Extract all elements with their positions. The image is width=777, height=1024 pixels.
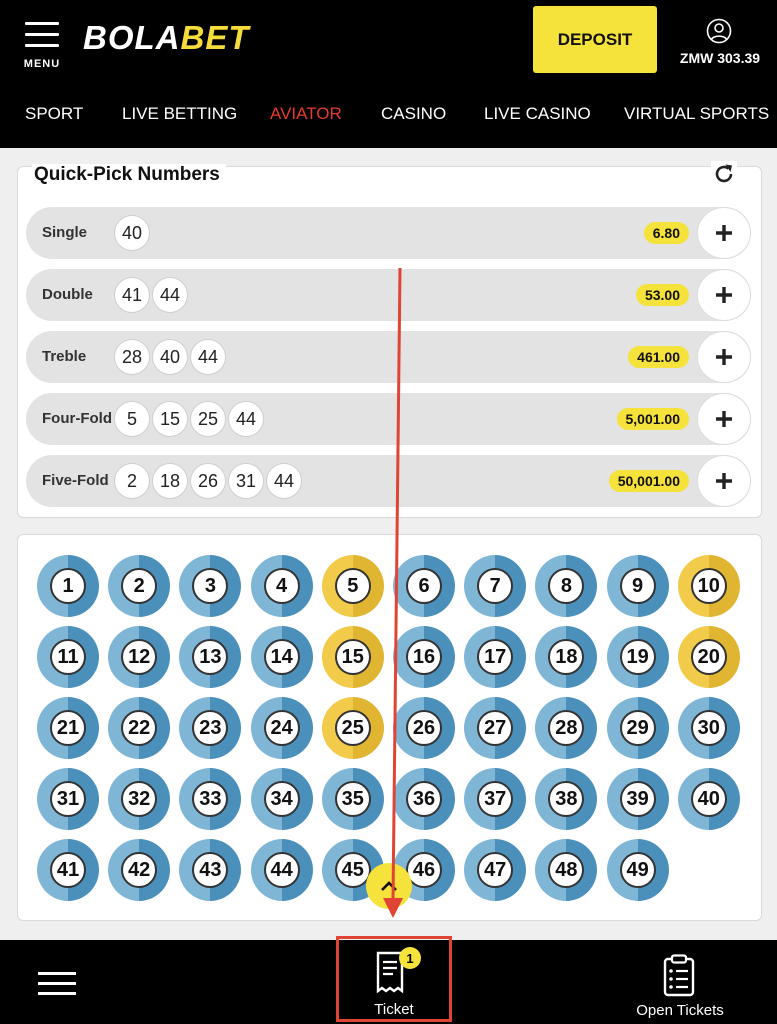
menu-bar (38, 972, 76, 975)
number-ball-label: 4 (264, 568, 300, 604)
number-ball[interactable] (535, 768, 597, 830)
chevron-up-icon (379, 879, 399, 893)
ticket-count-badge: 1 (399, 947, 421, 969)
number-ball[interactable] (251, 839, 313, 901)
header (0, 0, 777, 148)
logo-part1: BOLA (83, 19, 181, 56)
quick-pick-row-five-fold (26, 455, 751, 507)
quick-pick-odds: 6.80 (644, 222, 689, 244)
number-ball-label: 24 (264, 710, 300, 746)
number-ball-label: 10 (691, 568, 727, 604)
quick-pick-number: 18 (152, 463, 188, 499)
number-ball-label: 23 (192, 710, 228, 746)
menu-bar (38, 982, 76, 985)
number-ball-label: 48 (548, 852, 584, 888)
number-ball-label: 39 (620, 781, 656, 817)
number-ball-label: 34 (264, 781, 300, 817)
quick-pick-number: 40 (114, 215, 150, 251)
plus-icon (714, 285, 734, 305)
number-ball[interactable] (464, 768, 526, 830)
number-ball[interactable] (607, 768, 669, 830)
quick-pick-number: 25 (190, 401, 226, 437)
number-ball[interactable] (251, 768, 313, 830)
quick-pick-odds: 53.00 (636, 284, 689, 306)
number-ball[interactable] (393, 768, 455, 830)
plus-icon (714, 223, 734, 243)
number-ball[interactable] (179, 555, 241, 617)
quick-pick-odds: 50,001.00 (609, 470, 689, 492)
number-ball-label: 18 (548, 639, 584, 675)
number-ball[interactable] (535, 555, 597, 617)
number-ball-label: 41 (50, 852, 86, 888)
number-ball[interactable] (607, 697, 669, 759)
open-tickets-tab[interactable] (625, 950, 735, 1022)
number-ball[interactable] (678, 626, 740, 688)
number-ball-label: 33 (192, 781, 228, 817)
number-ball-label: 22 (121, 710, 157, 746)
quick-pick-number: 31 (228, 463, 264, 499)
menu-bar (25, 22, 59, 25)
number-ball-label: 31 (50, 781, 86, 817)
nav-item-virtual-sports[interactable]: VIRTUAL SPORTS (624, 104, 770, 123)
number-ball-label: 2 (121, 568, 157, 604)
number-ball[interactable] (108, 555, 170, 617)
quick-pick-row-name: Five-Fold (42, 472, 109, 489)
menu-bar (38, 992, 76, 995)
nav-item-live-casino[interactable]: LIVE CASINO (484, 104, 591, 123)
quick-pick-numbers (114, 463, 302, 499)
number-ball-label: 13 (192, 639, 228, 675)
number-ball[interactable] (535, 626, 597, 688)
number-ball[interactable] (108, 697, 170, 759)
number-ball-label: 29 (620, 710, 656, 746)
number-ball[interactable] (37, 626, 99, 688)
number-ball-label: 11 (50, 639, 86, 675)
number-ball-label: 44 (264, 852, 300, 888)
number-ball-label: 21 (50, 710, 86, 746)
add-to-ticket-button[interactable] (697, 331, 751, 383)
menu-label: MENU (23, 58, 61, 70)
bottom-bar (0, 940, 777, 1024)
number-ball[interactable] (108, 768, 170, 830)
number-ball-label: 27 (477, 710, 513, 746)
quick-pick-number: 44 (152, 277, 188, 313)
account-balance[interactable]: ZMW 303.39 (679, 50, 761, 66)
number-ball-label: 36 (406, 781, 442, 817)
number-ball[interactable] (108, 626, 170, 688)
number-ball-label: 15 (335, 639, 371, 675)
number-ball-label: 37 (477, 781, 513, 817)
menu-bar (25, 33, 59, 36)
plus-icon (714, 471, 734, 491)
quick-pick-row-name: Double (42, 286, 93, 303)
quick-pick-number: 44 (190, 339, 226, 375)
quick-pick-numbers (114, 339, 226, 375)
number-ball[interactable] (37, 555, 99, 617)
number-ball[interactable] (108, 839, 170, 901)
number-ball[interactable] (678, 555, 740, 617)
number-ball-label: 9 (620, 568, 656, 604)
quick-pick-number: 41 (114, 277, 150, 313)
quick-pick-row-four-fold (26, 393, 751, 445)
number-ball[interactable] (607, 555, 669, 617)
logo[interactable] (83, 19, 250, 57)
number-ball-label: 25 (335, 710, 371, 746)
number-ball-label: 16 (406, 639, 442, 675)
add-to-ticket-button[interactable] (697, 269, 751, 321)
add-to-ticket-button[interactable] (697, 393, 751, 445)
quick-pick-number: 5 (114, 401, 150, 437)
number-ball[interactable] (179, 768, 241, 830)
number-ball[interactable] (535, 697, 597, 759)
number-ball[interactable] (464, 626, 526, 688)
number-ball-label: 45 (335, 852, 371, 888)
number-ball-label: 46 (406, 852, 442, 888)
number-ball[interactable] (322, 555, 384, 617)
number-ball[interactable] (322, 697, 384, 759)
number-ball-label: 43 (192, 852, 228, 888)
quick-pick-row-name: Single (42, 224, 88, 241)
number-ball[interactable] (393, 626, 455, 688)
add-to-ticket-button[interactable] (697, 207, 751, 259)
quick-pick-title: Quick-Pick Numbers (32, 164, 226, 186)
number-ball[interactable] (464, 555, 526, 617)
quick-pick-number: 26 (190, 463, 226, 499)
number-ball[interactable] (607, 626, 669, 688)
number-ball[interactable] (251, 697, 313, 759)
number-ball[interactable] (393, 555, 455, 617)
number-ball-label: 47 (477, 852, 513, 888)
menu-bar (25, 44, 59, 47)
quick-pick-row-single (26, 207, 751, 259)
number-ball-label: 32 (121, 781, 157, 817)
nav-item-sport[interactable]: SPORT (25, 104, 84, 123)
nav-item-aviator[interactable]: AVIATOR (270, 104, 342, 123)
number-ball-label: 19 (620, 639, 656, 675)
number-ball[interactable] (251, 555, 313, 617)
quick-pick-number: 44 (266, 463, 302, 499)
number-ball[interactable] (464, 697, 526, 759)
number-ball[interactable] (607, 839, 669, 901)
number-ball-label: 42 (121, 852, 157, 888)
number-ball-label: 40 (691, 781, 727, 817)
number-ball[interactable] (322, 768, 384, 830)
number-ball-label: 5 (335, 568, 371, 604)
number-ball[interactable] (322, 626, 384, 688)
logo-part2: BET (180, 19, 250, 56)
number-ball-label: 17 (477, 639, 513, 675)
nav-item-casino[interactable]: CASINO (381, 104, 447, 123)
number-ball-label: 49 (620, 852, 656, 888)
quick-pick-numbers (114, 401, 264, 437)
number-ball[interactable] (37, 697, 99, 759)
quick-pick-numbers (114, 215, 150, 251)
number-ball[interactable] (678, 697, 740, 759)
number-ball-label: 14 (264, 639, 300, 675)
quick-pick-row-name: Four-Fold (42, 410, 112, 427)
quick-pick-numbers (114, 277, 188, 313)
number-ball-label: 8 (548, 568, 584, 604)
quick-pick-panel (17, 166, 762, 518)
number-ball-label: 7 (477, 568, 513, 604)
number-ball[interactable] (37, 839, 99, 901)
main-nav (0, 96, 777, 132)
menu-button[interactable] (20, 16, 64, 74)
number-ball[interactable] (37, 768, 99, 830)
number-ball-label: 1 (50, 568, 86, 604)
clipboard-list-icon (662, 954, 696, 998)
number-ball[interactable] (179, 839, 241, 901)
number-ball-label: 30 (691, 710, 727, 746)
open-tickets-label: Open Tickets (636, 1002, 724, 1019)
ticket-tab[interactable] (336, 936, 452, 1022)
user-account-icon[interactable] (706, 18, 732, 44)
number-ball-label: 20 (691, 639, 727, 675)
nav-item-live-betting[interactable]: LIVE BETTING (122, 104, 238, 123)
deposit-button[interactable]: DEPOSIT (533, 6, 657, 73)
add-to-ticket-button[interactable] (697, 455, 751, 507)
quick-pick-row-treble (26, 331, 751, 383)
quick-pick-number: 44 (228, 401, 264, 437)
bottom-menu-button[interactable] (38, 970, 76, 998)
refresh-icon[interactable] (711, 161, 737, 187)
number-ball-label: 3 (192, 568, 228, 604)
number-ball[interactable] (535, 839, 597, 901)
number-ball[interactable] (464, 839, 526, 901)
quick-pick-number: 40 (152, 339, 188, 375)
quick-pick-number: 15 (152, 401, 188, 437)
number-ball-label: 35 (335, 781, 371, 817)
quick-pick-odds: 461.00 (628, 346, 689, 368)
number-ball[interactable] (179, 697, 241, 759)
number-ball-label: 28 (548, 710, 584, 746)
ticket-label: Ticket (374, 1001, 414, 1018)
number-ball-label: 12 (121, 639, 157, 675)
number-ball[interactable] (678, 768, 740, 830)
number-ball[interactable] (179, 626, 241, 688)
quick-pick-number: 2 (114, 463, 150, 499)
scroll-up-button[interactable] (366, 863, 412, 909)
number-ball[interactable] (393, 697, 455, 759)
quick-pick-row-double (26, 269, 751, 321)
plus-icon (714, 409, 734, 429)
number-ball-label: 26 (406, 710, 442, 746)
quick-pick-row-name: Treble (42, 348, 87, 365)
quick-pick-number: 28 (114, 339, 150, 375)
quick-pick-odds: 5,001.00 (617, 408, 690, 430)
plus-icon (714, 347, 734, 367)
number-ball-label: 38 (548, 781, 584, 817)
number-ball[interactable] (251, 626, 313, 688)
number-ball-label: 6 (406, 568, 442, 604)
